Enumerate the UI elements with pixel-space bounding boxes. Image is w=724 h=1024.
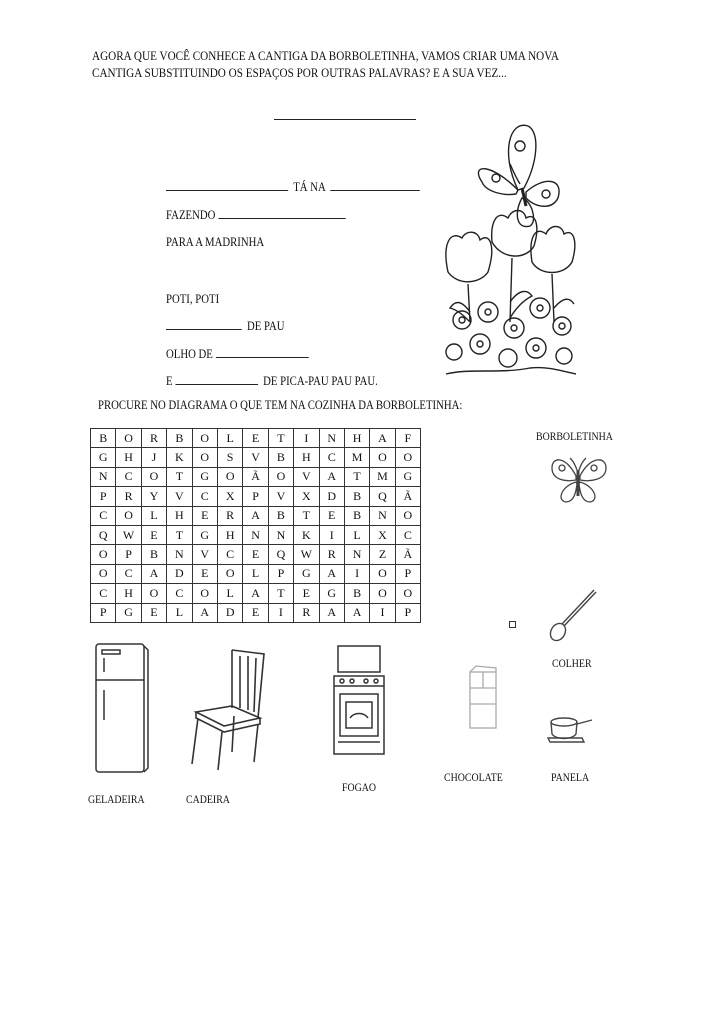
grid-cell[interactable]: O bbox=[370, 564, 395, 583]
grid-cell[interactable]: N bbox=[319, 429, 344, 448]
grid-cell[interactable]: O bbox=[192, 584, 217, 603]
grid-cell[interactable]: I bbox=[319, 525, 344, 544]
grid-cell[interactable]: N bbox=[243, 525, 268, 544]
grid-cell[interactable]: A bbox=[319, 564, 344, 583]
grid-cell[interactable]: G bbox=[395, 467, 420, 486]
grid-cell[interactable]: X bbox=[217, 487, 242, 506]
grid-cell[interactable]: P bbox=[243, 487, 268, 506]
grid-cell[interactable]: O bbox=[91, 564, 116, 583]
grid-cell[interactable]: G bbox=[294, 564, 319, 583]
song-line-1: TÁ NA bbox=[166, 180, 422, 195]
grid-cell[interactable]: N bbox=[268, 525, 293, 544]
grid-cell[interactable]: O bbox=[116, 506, 141, 525]
intro-line-2: CANTIGA SUBSTITUINDO OS ESPAÇOS POR OUTRAS PALAVRAS? E A SUA VEZ... bbox=[92, 65, 507, 80]
grid-cell[interactable]: L bbox=[141, 506, 166, 525]
intro-line-1: AGORA QUE VOCÊ CONHECE A CANTIGA DA BORBOLETINHA, VAMOS CRIAR UMA NOVA bbox=[92, 48, 559, 63]
grid-cell[interactable]: P bbox=[395, 564, 420, 583]
grid-cell[interactable]: O bbox=[395, 584, 420, 603]
grid-cell[interactable]: N bbox=[91, 467, 116, 486]
song-line-6: OLHO DE bbox=[166, 347, 311, 362]
grid-cell[interactable]: T bbox=[294, 506, 319, 525]
grid-row bbox=[91, 584, 421, 603]
grid-cell[interactable]: V bbox=[294, 467, 319, 486]
butterfly-flowers-illustration bbox=[440, 112, 580, 392]
grid-cell[interactable]: O bbox=[370, 448, 395, 467]
grid-cell[interactable]: V bbox=[243, 448, 268, 467]
song-line-3: PARA A MADRINHA bbox=[166, 235, 265, 249]
label-geladeira: GELADEIRA bbox=[88, 794, 145, 806]
grid-row bbox=[91, 564, 421, 583]
blank-1[interactable] bbox=[166, 180, 288, 191]
grid-cell[interactable]: O bbox=[192, 448, 217, 467]
grid-cell[interactable]: X bbox=[294, 487, 319, 506]
intro-text bbox=[92, 47, 559, 81]
grid-cell[interactable]: N bbox=[370, 506, 395, 525]
grid-cell[interactable]: H bbox=[217, 525, 242, 544]
grid-cell[interactable]: D bbox=[217, 603, 242, 622]
wordsearch-grid bbox=[90, 428, 421, 623]
grid-cell[interactable]: E bbox=[319, 506, 344, 525]
grid-cell[interactable]: B bbox=[268, 506, 293, 525]
grid-cell[interactable]: G bbox=[319, 584, 344, 603]
grid-cell[interactable]: A bbox=[243, 506, 268, 525]
song-line-7: E DE PICA-PAU PAU PAU. bbox=[166, 374, 378, 388]
grid-cell[interactable]: P bbox=[116, 545, 141, 564]
grid-cell[interactable]: Ã bbox=[243, 467, 268, 486]
grid-cell[interactable]: R bbox=[319, 545, 344, 564]
grid-cell[interactable]: L bbox=[344, 525, 369, 544]
grid-cell[interactable]: O bbox=[141, 467, 166, 486]
label-chocolate: CHOCOLATE bbox=[444, 772, 503, 784]
song-line-4: POTI, POTI bbox=[166, 292, 220, 306]
blank-4[interactable] bbox=[166, 319, 242, 330]
grid-cell[interactable]: B bbox=[141, 545, 166, 564]
grid-cell[interactable]: B bbox=[167, 429, 192, 448]
label-fogao: FOGAO bbox=[342, 782, 377, 794]
grid-row bbox=[91, 525, 421, 544]
grid-row bbox=[91, 487, 421, 506]
grid-cell[interactable]: A bbox=[370, 429, 395, 448]
grid-cell[interactable]: B bbox=[91, 429, 116, 448]
grid-row bbox=[91, 603, 421, 622]
grid-cell[interactable]: C bbox=[192, 487, 217, 506]
grid-cell[interactable]: K bbox=[294, 525, 319, 544]
grid-cell[interactable]: I bbox=[268, 603, 293, 622]
grid-cell[interactable]: S bbox=[217, 448, 242, 467]
grid-row bbox=[91, 429, 421, 448]
grid-cell[interactable]: L bbox=[217, 584, 242, 603]
grid-cell[interactable]: O bbox=[217, 467, 242, 486]
grid-cell[interactable]: Ã bbox=[395, 545, 420, 564]
grid-cell[interactable]: E bbox=[141, 603, 166, 622]
grid-cell[interactable]: T bbox=[167, 467, 192, 486]
grid-cell[interactable]: B bbox=[344, 506, 369, 525]
grid-cell[interactable]: R bbox=[217, 506, 242, 525]
grid-row bbox=[91, 545, 421, 564]
song-line-5: DE PAU bbox=[166, 319, 284, 334]
grid-cell[interactable]: T bbox=[167, 525, 192, 544]
grid-cell[interactable]: A bbox=[319, 603, 344, 622]
grid-cell[interactable]: R bbox=[141, 429, 166, 448]
grid-cell[interactable]: P bbox=[395, 603, 420, 622]
grid-cell[interactable]: L bbox=[167, 603, 192, 622]
chocolate-icon bbox=[466, 664, 502, 732]
grid-cell[interactable]: I bbox=[370, 603, 395, 622]
grid-cell[interactable]: T bbox=[268, 429, 293, 448]
grid-cell[interactable]: H bbox=[116, 584, 141, 603]
grid-cell[interactable]: Q bbox=[91, 525, 116, 544]
song-line-2: FAZENDO bbox=[166, 208, 348, 223]
grid-cell[interactable]: O bbox=[217, 564, 242, 583]
grid-cell[interactable]: T bbox=[344, 467, 369, 486]
grid-cell[interactable]: F bbox=[395, 429, 420, 448]
grid-cell[interactable]: V bbox=[268, 487, 293, 506]
grid-cell[interactable]: C bbox=[116, 564, 141, 583]
grid-cell[interactable]: E bbox=[243, 429, 268, 448]
grid-cell[interactable]: C bbox=[217, 545, 242, 564]
grid-cell[interactable]: M bbox=[370, 467, 395, 486]
grid-cell[interactable]: I bbox=[294, 429, 319, 448]
grid-cell[interactable]: H bbox=[344, 429, 369, 448]
pan-icon bbox=[546, 710, 596, 746]
grid-cell[interactable]: C bbox=[395, 525, 420, 544]
grid-cell[interactable]: O bbox=[192, 429, 217, 448]
grid-cell[interactable]: K bbox=[167, 448, 192, 467]
grid-cell[interactable]: P bbox=[91, 487, 116, 506]
grid-cell[interactable]: Ã bbox=[395, 487, 420, 506]
grid-cell[interactable]: A bbox=[344, 603, 369, 622]
grid-cell[interactable]: L bbox=[243, 564, 268, 583]
grid-cell[interactable]: O bbox=[268, 467, 293, 486]
grid-cell[interactable]: M bbox=[344, 448, 369, 467]
refrigerator-icon bbox=[90, 640, 152, 776]
grid-cell[interactable]: E bbox=[243, 603, 268, 622]
grid-cell[interactable]: N bbox=[167, 545, 192, 564]
grid-cell[interactable]: R bbox=[294, 603, 319, 622]
wordsearch-instruction: PROCURE NO DIAGRAMA O QUE TEM NA COZINHA DA BORBOLETINHA: bbox=[98, 398, 463, 412]
grid-cell[interactable]: O bbox=[141, 584, 166, 603]
grid-cell[interactable]: A bbox=[192, 603, 217, 622]
butterfly-icon bbox=[548, 452, 608, 508]
grid-cell[interactable]: O bbox=[116, 429, 141, 448]
stove-icon bbox=[330, 642, 388, 758]
grid-cell[interactable]: E bbox=[192, 506, 217, 525]
title-blank[interactable] bbox=[274, 118, 416, 120]
grid-cell[interactable]: E bbox=[141, 525, 166, 544]
grid-cell[interactable]: G bbox=[91, 448, 116, 467]
grid-cell[interactable]: X bbox=[370, 525, 395, 544]
grid-cell[interactable]: W bbox=[294, 545, 319, 564]
blank-2[interactable] bbox=[330, 180, 419, 191]
grid-row bbox=[91, 467, 421, 486]
grid-cell[interactable]: O bbox=[91, 545, 116, 564]
blank-5[interactable] bbox=[216, 347, 309, 358]
chair-icon bbox=[188, 646, 268, 772]
grid-cell[interactable]: H bbox=[294, 448, 319, 467]
grid-cell[interactable]: O bbox=[395, 506, 420, 525]
grid-cell[interactable]: Y bbox=[141, 487, 166, 506]
blank-3[interactable] bbox=[218, 208, 345, 219]
grid-cell[interactable]: C bbox=[91, 506, 116, 525]
grid-row bbox=[91, 448, 421, 467]
grid-cell[interactable]: D bbox=[167, 564, 192, 583]
grid-cell[interactable]: C bbox=[91, 584, 116, 603]
label-cadeira: CADEIRA bbox=[186, 794, 230, 806]
grid-cell[interactable]: E bbox=[192, 564, 217, 583]
grid-cell[interactable]: Q bbox=[268, 545, 293, 564]
grid-cell[interactable]: G bbox=[192, 525, 217, 544]
grid-cell[interactable]: B bbox=[344, 487, 369, 506]
grid-cell[interactable]: A bbox=[319, 467, 344, 486]
blank-6[interactable] bbox=[175, 374, 258, 385]
grid-cell[interactable]: Q bbox=[370, 487, 395, 506]
label-colher: COLHER bbox=[552, 658, 592, 670]
grid-cell[interactable]: T bbox=[268, 584, 293, 603]
grid-cell[interactable]: P bbox=[268, 564, 293, 583]
grid-cell[interactable]: I bbox=[344, 564, 369, 583]
grid-cell[interactable]: C bbox=[167, 584, 192, 603]
grid-cell[interactable]: E bbox=[243, 545, 268, 564]
label-borboletinha: BORBOLETINHA bbox=[536, 431, 613, 443]
spoon-icon bbox=[546, 584, 602, 644]
grid-cell[interactable]: C bbox=[116, 467, 141, 486]
grid-cell[interactable]: V bbox=[167, 487, 192, 506]
grid-cell[interactable]: O bbox=[370, 584, 395, 603]
grid-cell[interactable]: G bbox=[192, 467, 217, 486]
grid-cell[interactable]: P bbox=[91, 603, 116, 622]
grid-cell[interactable]: R bbox=[116, 487, 141, 506]
grid-cell[interactable]: W bbox=[116, 525, 141, 544]
grid-cell[interactable]: V bbox=[192, 545, 217, 564]
grid-cell[interactable]: A bbox=[141, 564, 166, 583]
grid-cell[interactable]: G bbox=[116, 603, 141, 622]
grid-cell[interactable]: B bbox=[268, 448, 293, 467]
grid-cell[interactable]: C bbox=[319, 448, 344, 467]
grid-row bbox=[91, 506, 421, 525]
grid-cell[interactable]: L bbox=[217, 429, 242, 448]
grid-cell[interactable]: A bbox=[243, 584, 268, 603]
grid-corner-box bbox=[509, 621, 516, 628]
grid-cell[interactable]: Z bbox=[370, 545, 395, 564]
grid-cell[interactable]: H bbox=[116, 448, 141, 467]
grid-cell[interactable]: J bbox=[141, 448, 166, 467]
grid-cell[interactable]: B bbox=[344, 584, 369, 603]
grid-cell[interactable]: O bbox=[395, 448, 420, 467]
grid-cell[interactable]: E bbox=[294, 584, 319, 603]
label-panela: PANELA bbox=[551, 772, 590, 784]
grid-cell[interactable]: N bbox=[344, 545, 369, 564]
grid-cell[interactable]: D bbox=[319, 487, 344, 506]
grid-cell[interactable]: H bbox=[167, 506, 192, 525]
